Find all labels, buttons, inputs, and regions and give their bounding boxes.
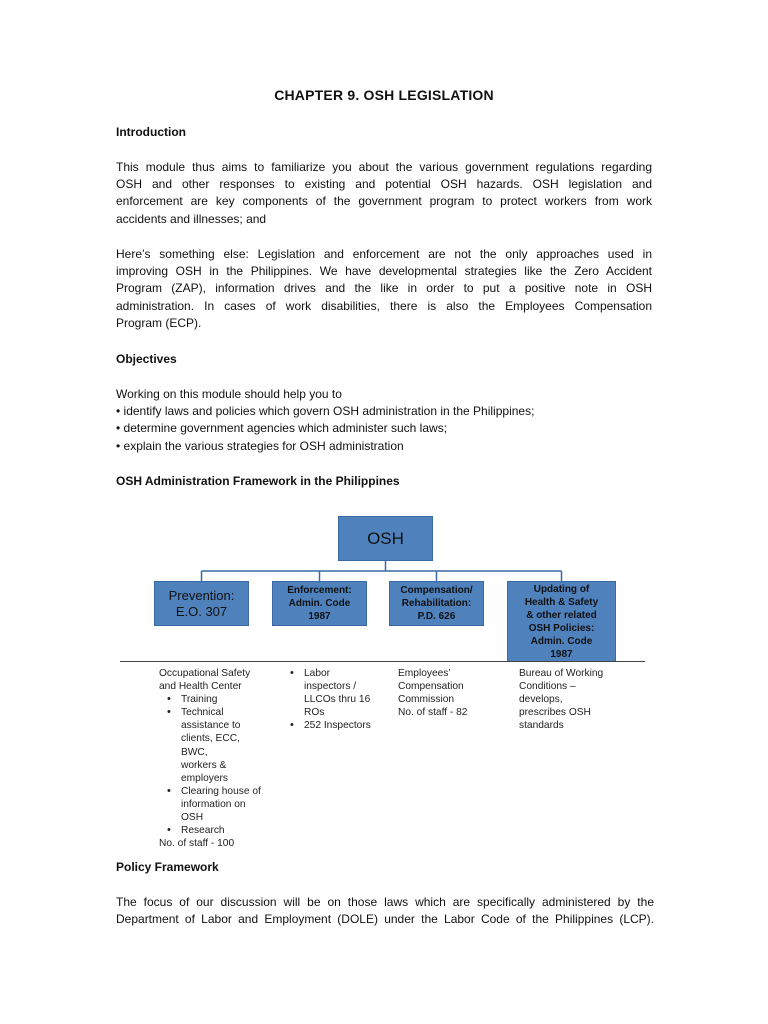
detail-line: • Training <box>181 694 218 706</box>
objective-item: • determine government agencies which administer such laws; <box>116 421 448 436</box>
updating-line: Updating of <box>533 583 590 595</box>
detail-line: • Labor <box>304 668 331 679</box>
compensation-staff-count: No. of staff - 82 <box>398 707 468 719</box>
text-line: administration. In cases of work disabilities, there is also the Employees Compensation <box>116 298 652 313</box>
detail-line: information on <box>181 798 246 810</box>
osh-root-box <box>338 516 433 561</box>
text-line: This module thus aims to familiarize you about the various government regulations regarding <box>116 160 652 174</box>
rehabilitation-label: Rehabilitation: <box>401 598 472 609</box>
prevention-law: E.O. 307 <box>175 603 228 619</box>
updating-box <box>507 581 616 662</box>
objectives-heading: Objectives <box>116 352 177 366</box>
enforcement-law: Admin. Code <box>288 598 351 609</box>
prevention-details <box>159 667 269 850</box>
text-line: The focus of our discussion will be on those laws which are specifically administered by the <box>116 895 654 909</box>
detail-line: and Health Center <box>159 681 242 693</box>
text-line: improving OSH in the Philippines. We have developmental strategies like the Zero Accident <box>116 264 652 279</box>
detail-line: • Research <box>181 825 225 837</box>
bullet-item <box>304 667 382 719</box>
detail-line: • 252 Inspectors <box>304 720 371 732</box>
text-line: OSH and other responses to existing and potential OSH hazards. OSH legislation and <box>116 177 652 192</box>
compensation-box <box>389 581 484 626</box>
detail-line: develops, <box>519 694 563 706</box>
bullet-item <box>181 785 269 824</box>
updating-line: 1987 <box>550 648 573 660</box>
text-line: Department of Labor and Employment (DOLE) under the Labor Code of the Philippines (LCP). <box>116 912 654 927</box>
enforcement-label: Enforcement: <box>287 585 352 596</box>
prevention-staff-count: No. of staff - 100 <box>159 838 235 850</box>
prevention-box <box>154 581 249 626</box>
prevention-bullets <box>159 693 269 837</box>
detail-line: inspectors / <box>304 681 357 693</box>
detail-line: LLCOs thru 16 <box>304 694 371 706</box>
bullet-item <box>181 693 269 706</box>
chapter-title: CHAPTER 9. OSH LEGISLATION <box>274 87 494 103</box>
detail-line: • Technical <box>181 707 224 719</box>
policy-heading: Policy Framework <box>116 860 219 874</box>
detail-line: Commission <box>398 694 455 706</box>
detail-line: OSH <box>181 812 204 824</box>
detail-line: Employees’ <box>398 668 451 679</box>
detail-line: assistance to <box>181 720 241 732</box>
detail-line: employers <box>181 772 228 784</box>
detail-line: prescribes OSH <box>519 707 591 719</box>
compensation-label: Compensation/ <box>400 585 473 596</box>
updating-details <box>519 667 624 732</box>
detail-line: Occupational Safety <box>159 668 251 679</box>
updating-line: Admin. Code <box>530 635 593 647</box>
detail-line: Conditions – <box>519 681 576 693</box>
osh-root-label: OSH <box>367 528 404 548</box>
bullet-item <box>181 706 269 785</box>
detail-line: clients, ECC, BWC, <box>181 733 240 758</box>
compensation-law: P.D. 626 <box>417 611 456 622</box>
enforcement-details <box>282 667 382 732</box>
introduction-heading: Introduction <box>116 125 186 139</box>
enforcement-year: 1987 <box>308 611 331 622</box>
bullet-item <box>304 719 382 732</box>
detail-line: standards <box>519 720 564 732</box>
enforcement-box <box>272 581 367 626</box>
bullet-item <box>181 824 269 837</box>
text-line: Program (ZAP), information drives and the like in order to put a positive note in OSH <box>116 281 652 296</box>
prevention-label: Prevention: <box>168 587 235 603</box>
objective-item: • identify laws and policies which govern OSH administration in the Philippines; <box>116 404 535 419</box>
compensation-details <box>398 667 503 719</box>
detail-line: workers & <box>181 759 227 771</box>
framework-heading: OSH Administration Framework in the Philippines <box>116 474 400 488</box>
detail-line: ROs <box>304 707 325 719</box>
text-line: Program (ECP). <box>116 315 202 330</box>
objective-item: • explain the various strategies for OSH administration <box>116 438 404 453</box>
enforcement-bullets <box>282 667 382 732</box>
text-line: Here’s something else: Legislation and enforcement are not the only approaches used in <box>116 247 652 261</box>
detail-line: Compensation <box>398 681 464 693</box>
policy-paragraph <box>116 894 654 928</box>
detail-line: • Clearing house of <box>181 785 261 797</box>
text-line: accidents and illnesses; and <box>116 211 267 226</box>
updating-line: & other related <box>526 609 597 621</box>
updating-line: OSH Policies: <box>528 622 595 634</box>
framework-divider <box>120 661 645 662</box>
objectives-intro: Working on this module should help you to <box>116 387 342 401</box>
updating-line: Health & Safety <box>524 596 599 608</box>
detail-line: Bureau of Working <box>519 668 604 679</box>
text-line: enforcement are key components of the government program to protect workers from work <box>116 194 652 209</box>
